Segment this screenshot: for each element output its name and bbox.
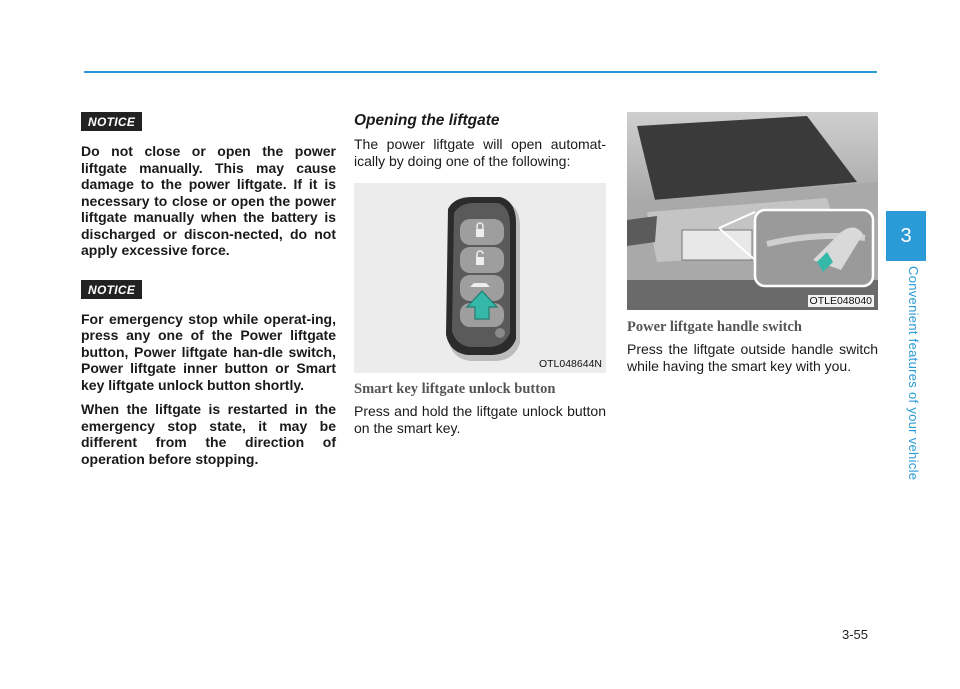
figure-code: OTL048644N: [538, 358, 602, 370]
notice-badge: NOTICE: [81, 280, 142, 299]
notice-text: Do not close or open the power liftgate manually. This may cause damage to the power liftgate. If it is necessary to close or open the power liftgate manually when the battery is discharged or discon-nected, do not apply excessive force.: [81, 143, 336, 258]
notice-text: For emergency stop while operat-ing, press any one of the Power liftgate button, Power liftgate han-dle switch, Power liftgate inner button or Smart key liftgate unlock button shortly.: [81, 310, 336, 393]
page-number: 3-55: [842, 627, 869, 642]
chapter-tab: 3: [886, 211, 926, 261]
handle-switch-column: [627, 112, 878, 374]
liftgate-figure: [627, 112, 878, 310]
notice-badge: NOTICE: [81, 112, 142, 131]
subsection-text: Press and hold the liftgate unlock button on the smart key.: [354, 403, 606, 436]
figure-code: OTLE048040: [809, 295, 872, 307]
header-rule: [84, 71, 877, 73]
smart-key-illustration: [354, 183, 606, 373]
subsection-title: Power liftgate handle switch: [627, 319, 802, 335]
section-title: Opening the liftgate: [354, 112, 500, 129]
subsection-title: Smart key liftgate unlock button: [354, 381, 556, 397]
notice-text: When the liftgate is restarted in the emergency stop state, it may be different from the direction of operation before stopping.: [81, 401, 336, 467]
notice-column: [81, 112, 336, 475]
liftgate-illustration: [627, 112, 878, 310]
intro-text: The power liftgate will open automat-ically by doing one of the following:: [354, 136, 606, 169]
subsection-text: Press the liftgate outside handle switch while having the smart key with you.: [627, 341, 878, 374]
chapter-title: Convenient features of your vehicle: [906, 266, 921, 481]
smart-key-figure: [354, 183, 606, 373]
opening-liftgate-column: [354, 112, 606, 436]
